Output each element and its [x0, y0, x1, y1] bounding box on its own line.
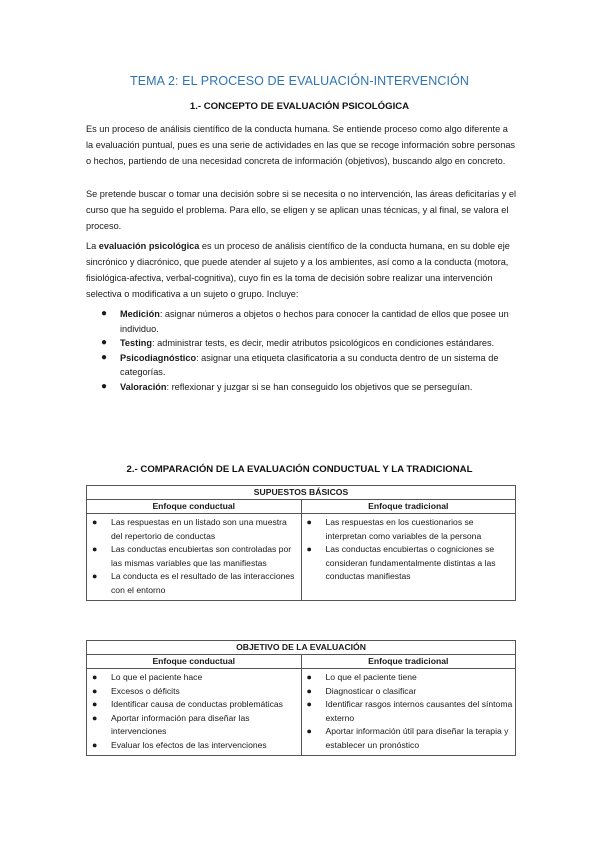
bullet-icon: ● [306, 699, 312, 710]
bullet-icon: ● [306, 672, 312, 682]
list-item-text: Aportar información para diseñar las intervenciones [111, 712, 250, 737]
bullet-icon: ● [306, 726, 312, 737]
column-header-conductual: Enfoque conductual [87, 500, 302, 514]
bullet-icon: ● [101, 337, 108, 348]
list-item [87, 516, 299, 543]
cell-conductual [87, 669, 302, 756]
list-item-text: Las respuestas en un listado son una muestra del repertorio de conductas [111, 517, 287, 541]
list-item [302, 725, 514, 752]
paragraph-3 [86, 238, 516, 302]
section1-heading: 1.- CONCEPTO DE EVALUACIÓN PSICOLÓGICA [189, 101, 410, 112]
bullet-icon: ● [101, 308, 108, 319]
bullet-icon: ● [306, 544, 312, 555]
cell-conductual [87, 514, 302, 601]
supuestos-table [86, 485, 516, 601]
list-item-text: Lo que el paciente tiene [325, 672, 417, 682]
list-item-text: : asignar una etiqueta clasificatoria a su conducta dentro de un sistema de categorías. [120, 352, 499, 377]
paragraph-1: Es un proceso de análisis científico de la conducta humana. Se entiende proceso como algo diferente a la evaluación puntual, pues es una serie de actividades en las que se recoge información sobre personas o hechos, partiendo de una necesidad concreta de información (objetivos), buscando algo en concreto. [86, 124, 516, 166]
list-item [86, 307, 516, 336]
list-item-term: Medición [120, 309, 160, 319]
list-item [302, 671, 514, 685]
list-item [87, 570, 299, 597]
bullet-icon: ● [101, 380, 108, 392]
list-item-text: Aportar información útil para diseñar la terapia y establecer un pronóstico [325, 726, 509, 750]
cell-tradicional [301, 669, 516, 756]
bullet-icon: ● [92, 672, 98, 682]
paragraph-3-pre: La [86, 241, 99, 251]
paragraph-3-term: evaluación psicológica [98, 241, 200, 251]
bullet-icon: ● [92, 712, 98, 723]
list-item [302, 543, 514, 584]
list-item [302, 698, 514, 725]
column-header-tradicional: Enfoque tradicional [301, 655, 516, 669]
list-item [87, 671, 299, 685]
bullet-icon: ● [92, 571, 98, 582]
paragraph-3-rest: es un proceso de análisis científico de la conducta humana, en su doble eje sincrónico y diacrónico, que puede atender al sujeto y a los ambientes, así como a la conducta (motora, fisiológica-afectiva, verbal-cognitiva), cuyo fin es la toma de decisión sobre realizar una intervención selectiva o modificativa a un sujeto o grupo. Incluye: [86, 241, 510, 299]
list-item [86, 351, 516, 380]
paragraph-2: Se pretende buscar o tomar una decisión sobre si se necesita o no intervención, las áreas deficitarias y el curso que ha seguido el problema. Para ello, se eligen y se aplican unas técnicas, y al final, se valora el proceso. [86, 189, 517, 231]
table-caption: SUPUESTOS BÁSICOS [87, 486, 516, 500]
list-item [87, 685, 299, 699]
bullet-icon: ● [92, 699, 98, 710]
bullet-icon: ● [92, 685, 98, 696]
bullet-icon: ● [101, 351, 108, 363]
list-item [86, 336, 516, 351]
bullet-icon: ● [92, 517, 98, 527]
list-item [302, 685, 514, 699]
bullet-icon: ● [306, 517, 312, 527]
list-item [87, 698, 299, 712]
list-item-text: : administrar tests, es decir, medir atributos psicológicos en condiciones estándares. [152, 338, 495, 348]
list-item-text: Las conductas encubiertas o cogniciones se consideran fundamentalmente distintas a las conductas manifiestas [325, 544, 496, 582]
list-item-term: Valoración [120, 381, 167, 392]
list-item [87, 739, 299, 753]
column-header-conductual: Enfoque conductual [87, 655, 302, 669]
objetivo-table [86, 640, 516, 756]
list-item-text: Evaluar los efectos de las intervenciones [111, 739, 267, 750]
bullet-icon: ● [306, 685, 312, 696]
list-item-text: Identificar causa de conductas problemáticas [111, 699, 283, 710]
document-title: TEMA 2: EL PROCESO DE EVALUACIÓN-INTERVENCIÓN [129, 74, 470, 88]
section2-heading: 2.- COMPARACIÓN DE LA EVALUACIÓN CONDUCTUAL Y LA TRADICIONAL [126, 464, 473, 475]
list-item-text: Excesos o déficits [111, 685, 180, 696]
list-item-text: Identificar rasgos internos causantes del síntoma externo [325, 699, 513, 723]
bullet-icon: ● [92, 544, 98, 555]
list-item [86, 380, 516, 395]
list-item-term: Psicodiagnóstico [120, 352, 197, 363]
list-item-text: : reflexionar y juzgar si se han conseguido los objetivos que se perseguían. [166, 381, 473, 392]
includes-list [86, 307, 516, 394]
table-caption: OBJETIVO DE LA EVALUACIÓN [87, 641, 516, 655]
list-item-text: La conducta es el resultado de las interacciones con el entorno [111, 571, 295, 595]
list-item-text: : asignar números a objetos o hechos para conocer la cantidad de ellos que posee un individuo. [120, 309, 509, 334]
list-item-text: Diagnosticar o clasificar [325, 685, 417, 696]
list-item [87, 712, 299, 739]
list-item-text: Las conductas encubiertas son controladas por las mismas variables que las manifiestas [111, 544, 292, 568]
list-item-text: Lo que el paciente hace [111, 672, 203, 682]
list-item [87, 543, 299, 570]
column-header-tradicional: Enfoque tradicional [301, 500, 516, 514]
list-item-text: Las respuestas en los cuestionarios se interpretan como variables de la persona [325, 517, 482, 541]
cell-tradicional [301, 514, 516, 601]
bullet-icon: ● [92, 739, 98, 750]
list-item-term: Testing [120, 338, 152, 348]
list-item [302, 516, 514, 543]
